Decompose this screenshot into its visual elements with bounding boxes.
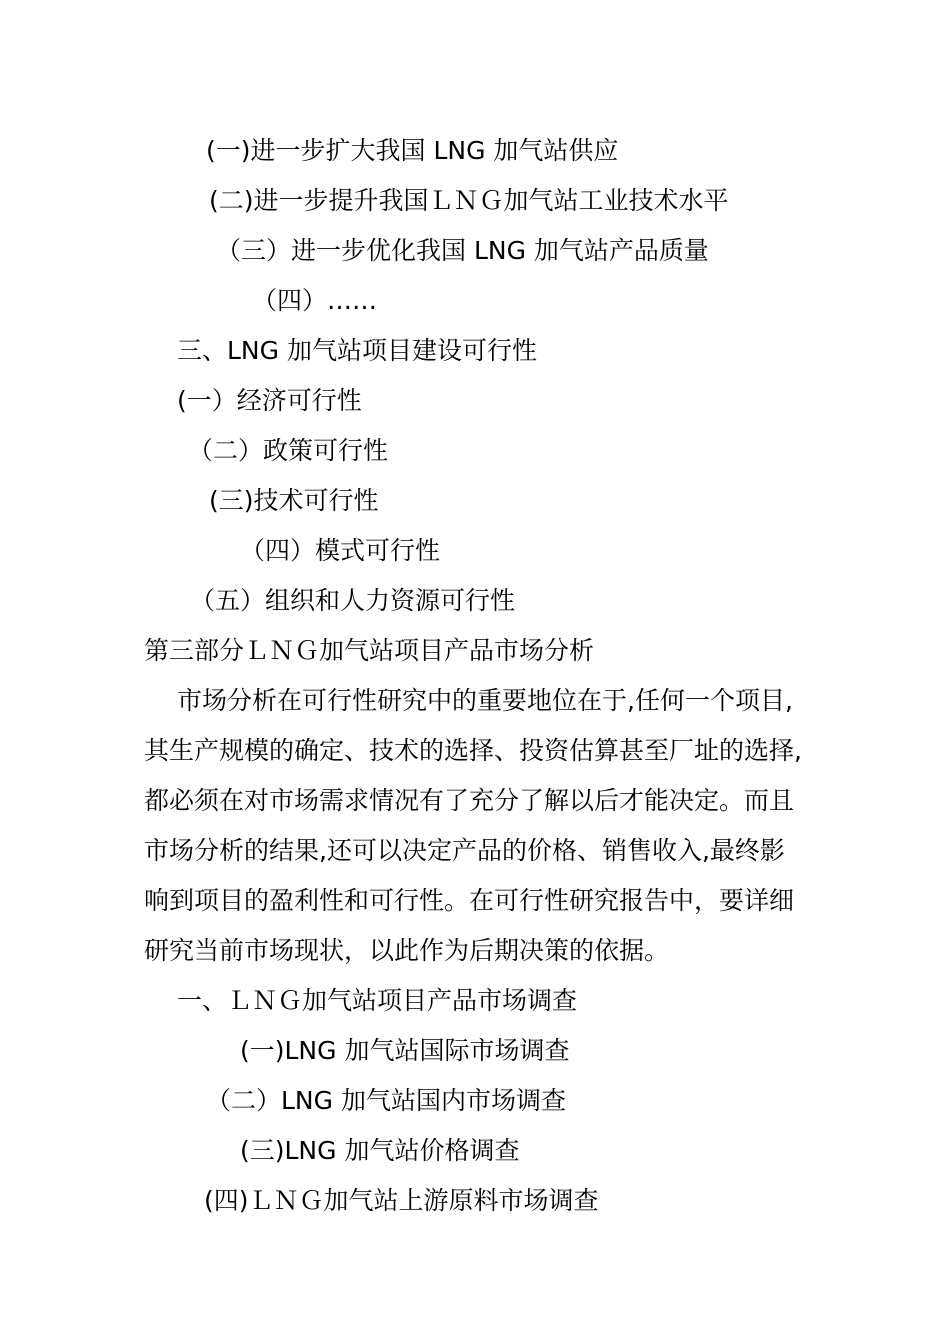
outline-item-model: （四）模式可行性	[240, 536, 441, 565]
paragraph-line-5: 响到项目的盈利性和可行性。在可行性研究报告中，要详细	[144, 886, 795, 915]
outline-item-2: (二)进一步提升我国ＬＮＧ加气站工业技术水平	[209, 186, 729, 215]
paragraph-line-2: 其生产规模的确定、技术的选择、投资估算甚至厂址的选择,	[144, 736, 802, 765]
part-heading: 第三部分ＬＮＧ加气站项目产品市场分析	[144, 636, 595, 665]
paragraph-line-3: 都必须在对市场需求情况有了充分了解以后才能决定。而且	[144, 786, 795, 815]
outline-item-4: （四）……	[252, 286, 378, 315]
outline-item-price: (三)LNG 加气站价格调查	[240, 1136, 520, 1165]
paragraph-line-4: 市场分析的结果,还可以决定产品的价格、销售收入,最终影	[144, 836, 785, 865]
outline-item-organization: （五）组织和人力资源可行性	[190, 586, 516, 615]
section-heading-1: 一、ＬＮＧ加气站项目产品市场调查	[177, 986, 578, 1015]
paragraph-line-1: 市场分析在可行性研究中的重要地位在于,任何一个项目,	[177, 686, 793, 715]
outline-item-3: （三）进一步优化我国 LNG 加气站产品质量	[216, 236, 709, 265]
outline-item-domestic: （二）LNG 加气站国内市场调查	[206, 1086, 566, 1115]
outline-item-policy: （二）政策可行性	[188, 436, 389, 465]
outline-item-technical: (三)技术可行性	[209, 486, 379, 515]
outline-item-upstream: (四)ＬＮＧ加气站上游原料市场调查	[204, 1186, 599, 1215]
section-heading-3: 三、LNG 加气站项目建设可行性	[177, 336, 537, 365]
outline-item-1: (一)进一步扩大我国 LNG 加气站供应	[206, 136, 619, 165]
paragraph-line-6: 研究当前市场现状，以此作为后期决策的依据。	[144, 936, 670, 965]
outline-item-economic: (一）经济可行性	[177, 386, 362, 415]
outline-item-international: (一)LNG 加气站国际市场调查	[240, 1036, 570, 1065]
